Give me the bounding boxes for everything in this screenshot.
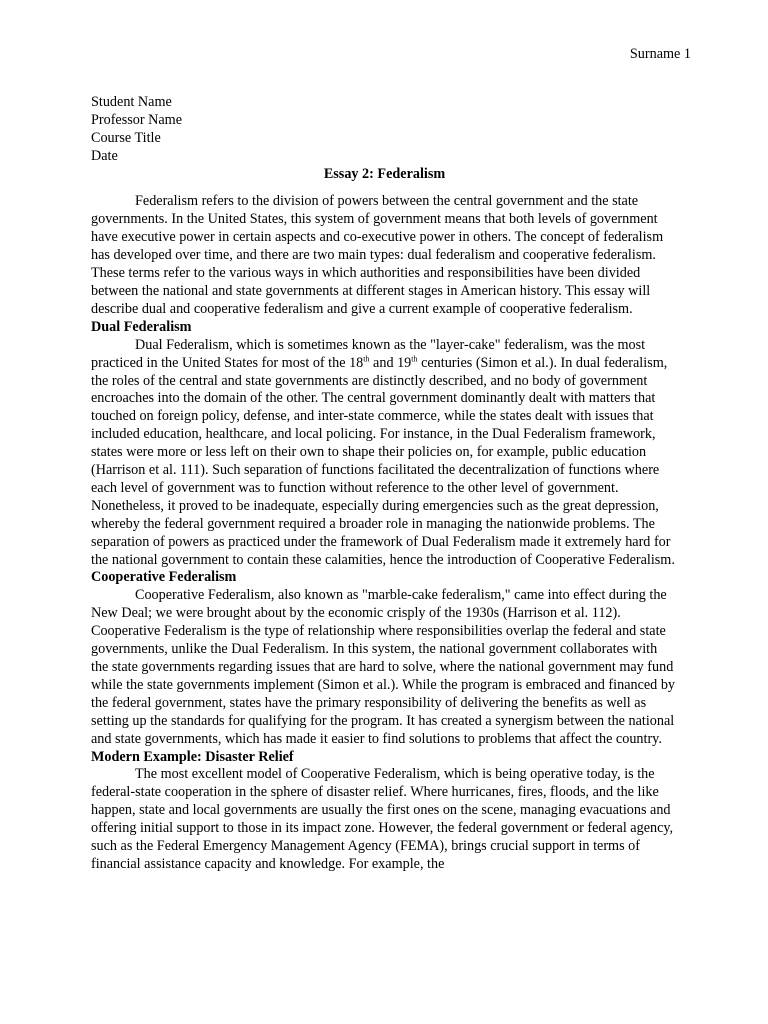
section-heading-dual: Dual Federalism xyxy=(91,318,192,335)
section-heading-modern: Modern Example: Disaster Relief xyxy=(91,748,294,765)
dual-text-part-2: centuries (Simon et al.). In dual federalism, the roles of the central and state governments are distinctly described, and no body of government encroaches into the domain of the other. The central government dominantly dealt with matters that touched on foreign policy, defense, and inter-state commerce, while the states dealt with issues that included education, healthcare, and local policing. For instance, in the Dual Federalism framework, states were more or less left on their own to shape their policies on, for example, public education (Harrison et al. 111). Such separation of functions facilitated the decentralization of functions where each level of government was to function without reference to the other level of government. Nonetheless, it proved to be inadequate, especially during emergencies such as the great depression, whereby the federal government required a broader role in managing the nationwide problems. The separation of powers as practiced under the framework of Dual Federalism made it extremely hard for the national government to contain these calamities, hence the introduction of Cooperative Federalism. xyxy=(91,354,675,568)
intro-paragraph: Federalism refers to the division of powers between the central government and the state governments. In the United States, this system of government means that both levels of government have executive power in certain aspects and co-executive power in others. The concept of federalism has developed over time, and there are two main types: dual federalism and cooperative federalism. These terms refer to the various ways in which authorities and responsibilities have been divided between the national and state governments at different stages in American history. This essay will describe dual and cooperative federalism and give a current example of cooperative federalism. xyxy=(91,193,664,317)
essay-title: Essay 2: Federalism xyxy=(323,165,446,182)
section-heading-cooperative: Cooperative Federalism xyxy=(91,569,237,586)
dual-paragraph xyxy=(91,337,678,570)
mla-heading xyxy=(91,94,678,166)
date: Date xyxy=(91,147,118,164)
professor-name: Professor Name xyxy=(91,111,183,128)
dual-text-part-1: Dual Federalism, which is sometimes known as the "layer-cake" federalism, was the most practiced in the United States for most of the 18 xyxy=(91,336,646,371)
superscript-th-2: th xyxy=(411,353,418,363)
modern-paragraph: The most excellent model of Cooperative Federalism, which is being operative today, is the federal-state cooperation in the sphere of disaster relief. Where hurricanes, fires, floods, and the like happen, state and local governments are usually the first ones on the scene, managing evacuations and offering initial support to those in its impact zone. However, the federal government or federal agency, such as the Federal Emergency Management Agency (FEMA), brings crucial support in terms of financial assistance capacity and knowledge. For example, the xyxy=(91,766,674,872)
superscript-th-1: th xyxy=(363,353,370,363)
dual-text-mid: and 19 xyxy=(369,354,412,371)
course-title: Course Title xyxy=(91,129,161,146)
student-name: Student Name xyxy=(91,93,172,110)
cooperative-paragraph: Cooperative Federalism, also known as "marble-cake federalism," came into effect during the New Deal; we were brought about by the economic crisply of the 1930s (Harrison et al. 112). Cooperative Federalism is the type of relationship where responsibilities overlap the federal and state governments, unlike the Dual Federalism. In this system, the national government collaborates with the state governments regarding issues that are hard to solve, where the national government may fund while the state governments implement (Simon et al.). While the program is embraced and financed by the federal government, states have the primary responsibility of delivering the benefits as well as setting up the standards for qualifying for the program. It has created a synergism between the national and state governments, which has made it easier to find solutions to problems that affect the country. xyxy=(91,587,676,747)
running-head: Surname 1 xyxy=(629,46,691,62)
